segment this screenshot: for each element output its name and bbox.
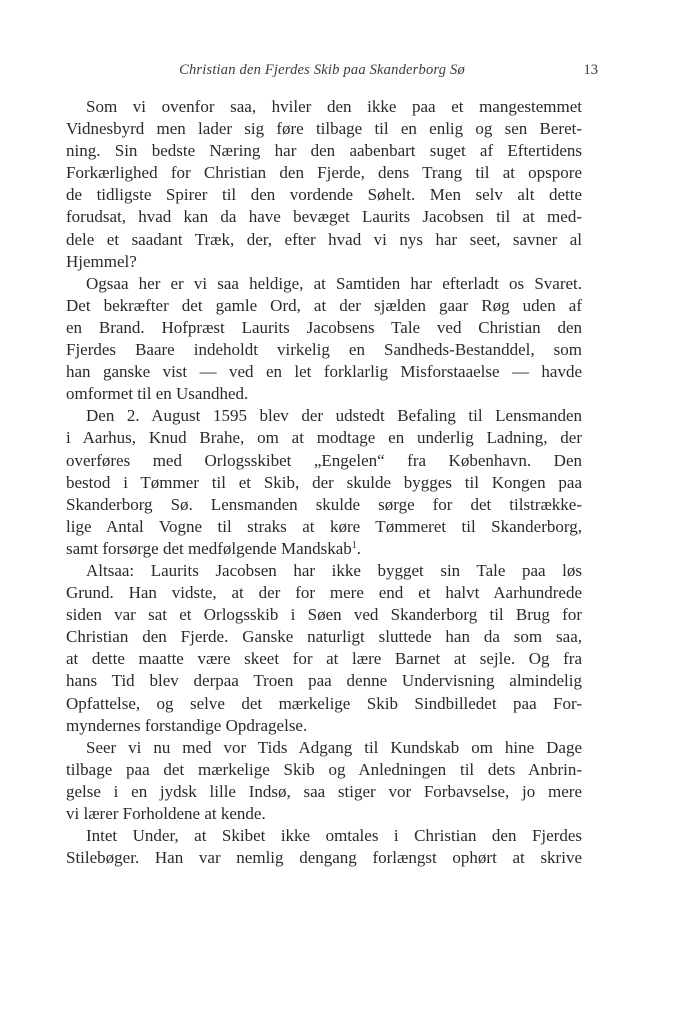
text-line: Fjerdes Baare indeholdt virkelig en Sandheds-Bestanddel, som [66,340,582,360]
text-line: omformet til en Usandhed. [66,384,249,404]
text-line: myndernes forstandige Opdragelse. [66,715,308,735]
text-line-content: samt forsørge det medfølgende Mandskab [66,538,352,558]
text-line: ning. Sin bedste Næring har den aabenbart suget af Eftertidens [66,141,582,161]
text-line: han ganske vist — ved en let forklarlig Misforstaaelse — havde [66,362,582,382]
text-line: vi lærer Forholdene at kende. [66,804,266,823]
text-line: overføres med Orlogsskibet „Engelen“ fra København. Den [66,450,582,470]
text-line: Vidnesbyrd men lader sig føre tilbage til en enlig og sen Beret- [66,119,582,139]
page-number: 13 [583,62,598,78]
running-title: Christian den Fjerdes Skib paa Skanderborg Sø [179,62,465,78]
text-line: Intet Under, at Skibet ikke omtales i Christian den Fjerdes [86,826,582,846]
text-line: Seer vi nu med vor Tids Adgang til Kundskab om hine Dage [86,737,582,757]
text-line: Hjemmel? [66,251,137,271]
body-text [66,96,582,869]
text-line: at dette maatte være skeet for at lære Barnet at sejle. Og fra [66,649,582,669]
text-line: gelse i en jydsk lille Indsø, saa stiger vor Forbavselse, jo mere [66,781,582,801]
text-line: Altsaa: Laurits Jacobsen har ikke bygget sin Tale paa løs [86,560,582,580]
text-line: lige Antal Vogne til straks at køre Tømmeret til Skanderborg, [66,516,582,536]
text-line: i Aarhus, Knud Brahe, om at modtage en underlig Ladning, der [66,428,582,448]
text-line: Skanderborg Sø. Lensmanden skulde sørge for det tilstrække- [66,494,582,514]
text-line: Det bekræfter det gamle Ord, at der sjælden gaar Røg uden af [66,295,582,315]
sentence-end: . [356,538,362,558]
text-line: dele et saadant Træk, der, efter hvad vi nys har seet, savner al [66,229,582,249]
text-line: Som vi ovenfor saa, hviler den ikke paa et mangestemmet [86,97,582,116]
text-line: Ogsaa her er vi saa heldige, at Samtiden har efterladt os Svaret. [86,273,582,293]
text-line: Christian den Fjerde. Ganske naturligt sluttede han da som saa, [66,627,582,647]
text-line: siden var sat et Orlogsskib i Søen ved Skanderborg til Brug for [66,605,582,625]
running-head [66,62,598,82]
text-line: Den 2. August 1595 blev der udstedt Befaling til Lensmanden [86,406,582,426]
text-line: tilbage paa det mærkelige Skib og Anledningen til dets Anbrin- [66,759,582,779]
text-line: Opfattelse, og selve det mærkelige Skib Sindbilledet paa For- [66,693,582,713]
text-line: Grund. Han vidste, at der for mere end et halvt Aarhundrede [66,583,582,603]
text-line: bestod i Tømmer til et Skib, der skulde bygges til Kongen paa [66,472,582,492]
text-line: de tidligste Spirer til den vordende Søhelt. Men selv alt dette [66,185,582,205]
text-line: Stilebøger. Han var nemlig dengang forlængst ophørt at skrive [66,848,582,868]
text-line: forudsat, hvad kan da have bevæget Laurits Jacobsen til at med- [66,207,582,227]
text-line-with-footnote [66,538,582,560]
text-line: en Brand. Hofpræst Laurits Jacobsens Tale ved Christian den [66,317,582,337]
footnote-mark[interactable]: 1 [351,539,357,551]
text-line: hans Tid blev derpaa Troen paa denne Undervisning almindelig [66,671,582,691]
text-line: Forkærlighed for Christian den Fjerde, dens Trang til at opspore [66,163,582,183]
